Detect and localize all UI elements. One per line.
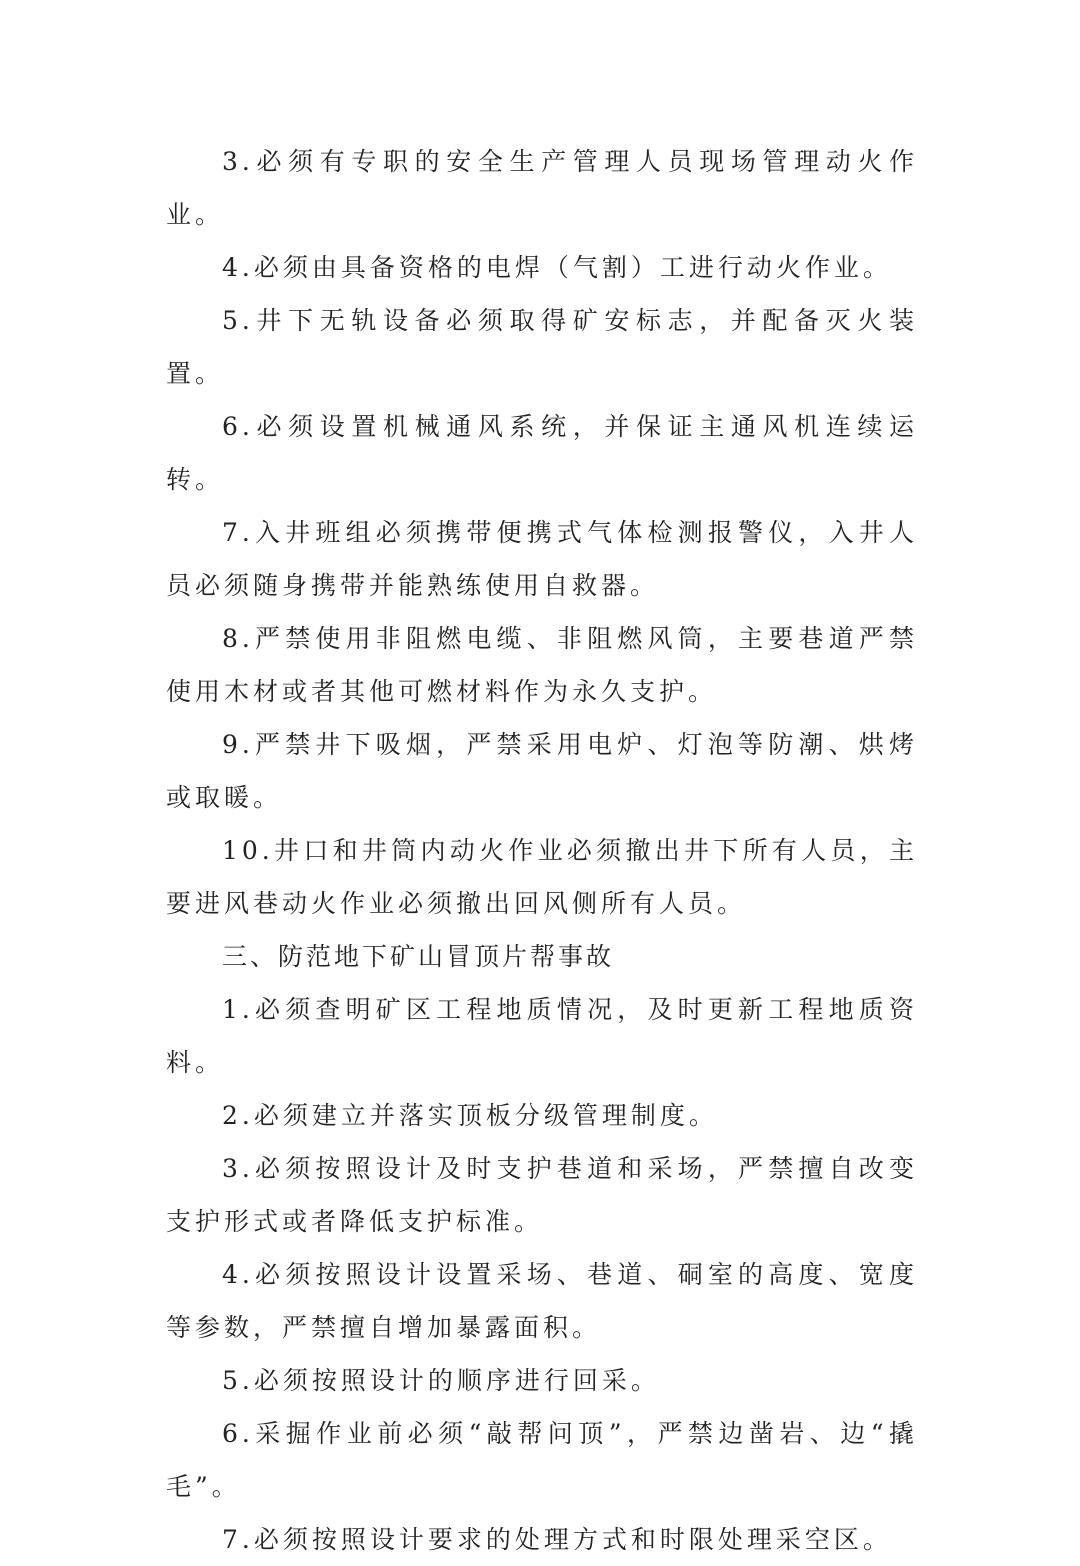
paragraph-item-5-stoping-sequence: 5.必须按照设计的顺序进行回采。 bbox=[222, 1366, 660, 1395]
paragraph-item-4-qualified-welder: 4.必须由具备资格的电焊（气割）工进行动火作业。 bbox=[222, 253, 892, 282]
paragraph-item-9-no-smoking: 9.严禁井下吸烟，严禁采用电炉、灯泡等防潮、烘烤或取暖。 bbox=[166, 730, 918, 812]
paragraph-item-6-ventilation: 6.必须设置机械通风系统，并保证主通风机连续运转。 bbox=[166, 412, 918, 494]
paragraph-item-7-gas-detector: 7.入井班组必须携带便携式气体检测报警仪，入井人员必须随身携带并能熟练使用自救器。 bbox=[166, 518, 918, 600]
paragraph-item-6-scaling: 6.采掘作业前必须“敲帮问顶”，严禁边凿岩、边“撬毛”。 bbox=[166, 1419, 918, 1501]
paragraph-item-3-hot-work-supervision: 3.必须有专职的安全生产管理人员现场管理动火作业。 bbox=[166, 147, 918, 229]
paragraph-item-5-trackless-equipment: 5.井下无轨设备必须取得矿安标志，并配备灭火装置。 bbox=[166, 306, 918, 388]
section-heading-roof-fall: 三、防范地下矿山冒顶片帮事故 bbox=[222, 942, 615, 971]
paragraph-item-7-goaf: 7.必须按照设计要求的处理方式和时限处理采空区。 bbox=[222, 1525, 892, 1554]
document-page bbox=[166, 135, 918, 1566]
paragraph-item-3-support: 3.必须按照设计及时支护巷道和采场，严禁擅自改变支护形式或者降低支护标准。 bbox=[166, 1154, 918, 1236]
paragraph-item-2-roof-management: 2.必须建立并落实顶板分级管理制度。 bbox=[222, 1101, 718, 1130]
paragraph-item-10-evacuation: 10.井口和井筒内动火作业必须撤出井下所有人员，主要进风巷动火作业必须撤出回风侧所有人员。 bbox=[166, 836, 918, 918]
paragraph-item-1-geology: 1.必须查明矿区工程地质情况，及时更新工程地质资料。 bbox=[166, 995, 918, 1077]
paragraph-item-4-dimensions: 4.必须按照设计设置采场、巷道、硐室的高度、宽度等参数，严禁擅自增加暴露面积。 bbox=[166, 1260, 918, 1342]
paragraph-item-8-flame-retardant: 8.严禁使用非阻燃电缆、非阻燃风筒，主要巷道严禁使用木材或者其他可燃材料作为永久支护。 bbox=[166, 624, 918, 706]
